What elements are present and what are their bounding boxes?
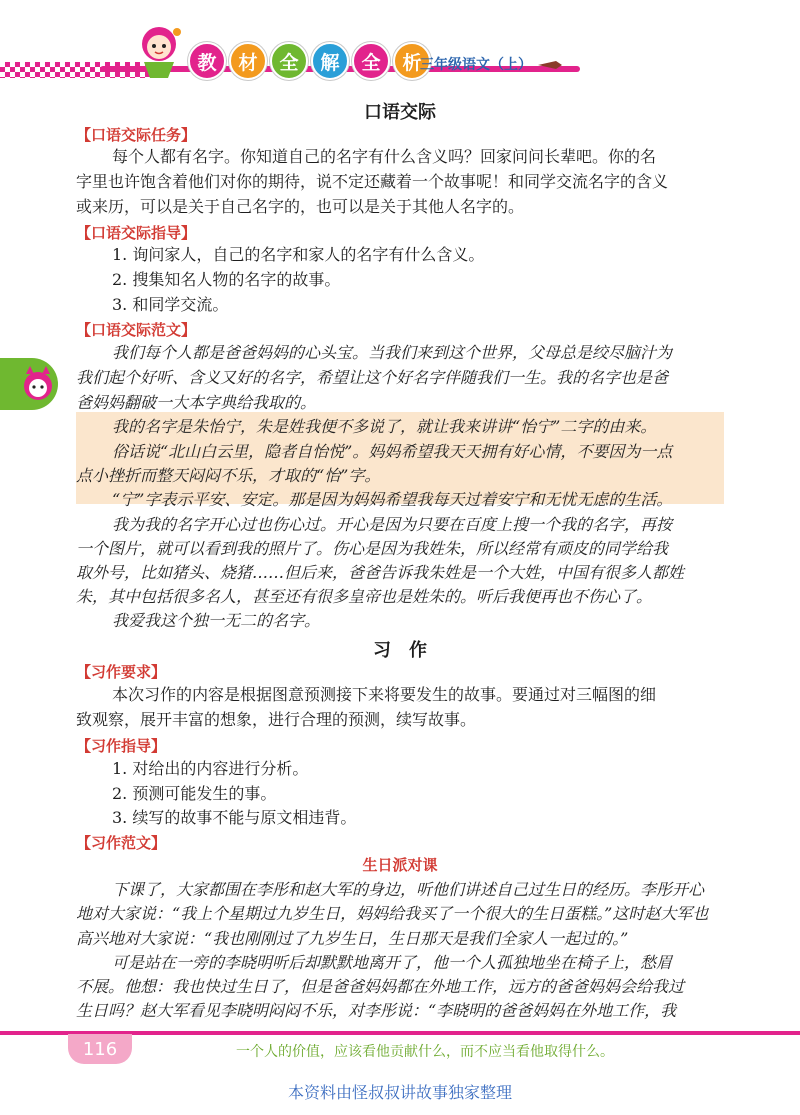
paragraph-line: 或来历，可以是关于自己名字的，也可以是关于其他人名字的。 xyxy=(76,197,525,216)
list-item: 1. 询问家人，自己的名字和家人的名字有什么含义。 xyxy=(112,245,485,264)
writing-heading: 习 作 xyxy=(373,640,427,661)
source-note: 本资料由怪叔叔讲故事独家整理 xyxy=(287,1083,512,1102)
paragraph-line: 我为我的名字开心过也伤心过。开心是因为只要在百度上搜一个我的名字，再按 xyxy=(112,515,673,534)
paragraph-line: 不展。他想：我也快过生日了，但是爸爸妈妈都在外地工作，远方的爸爸妈妈会给我过 xyxy=(76,977,685,996)
paragraph-line: 我们起个好听、含义又好的名字，希望让这个好名字伴随我们一生。我的名字也是爸 xyxy=(76,368,669,387)
oral-heading: 口语交际 xyxy=(364,102,436,123)
paragraph-line: 点小挫折而整天闷闷不乐，才取的“怡”字。 xyxy=(76,466,381,485)
footer-motto: 一个人的价值，应该看他贡献什么，而不应当看他取得什么。 xyxy=(236,1044,614,1060)
paragraph-line: 地对大家说：“我上个星期过九岁生日，妈妈给我买了一个很大的生日蛋糕。”这时赵大军也 xyxy=(76,904,709,923)
writing-guide-tag: 【习作指导】 xyxy=(76,737,167,755)
paragraph-line: 爸妈妈翻破一大本字典给我取的。 xyxy=(76,393,317,412)
paragraph-line: 致观察，展开丰富的想象，进行合理的预测，续写故事。 xyxy=(76,710,477,729)
list-item: 2. 搜集知名人物的名字的故事。 xyxy=(112,270,341,289)
title-char: 全 xyxy=(352,42,390,80)
girl-mascot-icon xyxy=(130,20,188,82)
cat-face-icon xyxy=(20,364,56,404)
paragraph-line: 取外号，比如猪头、烧猪……但后来，爸爸告诉我朱姓是一个大姓，中国有很多人都姓 xyxy=(76,563,685,582)
story-title: 生日派对课 xyxy=(362,856,438,874)
paragraph-line: 下课了，大家都围在李彤和赵大军的身边，听他们讲述自己过生日的经历。李彤开心 xyxy=(112,880,705,899)
oral-sample-tag: 【口语交际范文】 xyxy=(76,321,197,339)
writing-req-tag: 【习作要求】 xyxy=(76,663,167,681)
paragraph-line: 每个人都有名字。你知道自己的名字有什么含义吗？回家问问长辈吧。你的名 xyxy=(112,147,657,166)
list-item: 3. 续写的故事不能与原文相违背。 xyxy=(112,808,357,827)
paragraph-line: “宁”字表示平安、安定。那是因为妈妈希望我每天过着安宁和无忧无虑的生活。 xyxy=(112,490,673,509)
paragraph-line: 我的名字是朱怡宁，朱是姓我便不多说了，就让我来讲讲“怡宁”二字的由来。 xyxy=(112,417,657,436)
page-header xyxy=(0,0,800,95)
grade-subject: 三年级语文（上） xyxy=(420,57,532,73)
list-item: 2. 预测可能发生的事。 xyxy=(112,784,277,803)
pen-icon xyxy=(538,60,562,70)
book-title xyxy=(188,42,431,80)
paragraph-line: 一个图片，就可以看到我的照片了。伤心是因为我姓朱，所以经常有顽皮的同学给我 xyxy=(76,539,669,558)
list-item: 3. 和同学交流。 xyxy=(112,295,229,314)
oral-task-tag: 【口语交际任务】 xyxy=(76,126,197,144)
title-char: 材 xyxy=(229,42,267,80)
paragraph-line: 字里也许饱含着他们对你的期待，说不定还藏着一个故事呢！和同学交流名字的含义 xyxy=(76,172,669,191)
paragraph-line: 本次习作的内容是根据图意预测接下来将要发生的故事。要通过对三幅图的细 xyxy=(112,685,657,704)
title-char: 教 xyxy=(188,42,226,80)
oral-guide-tag: 【口语交际指导】 xyxy=(76,224,197,242)
writing-sample-tag: 【习作范文】 xyxy=(76,834,167,852)
paragraph-line: 我爱我这个独一无二的名字。 xyxy=(112,611,321,630)
page-number: 116 xyxy=(68,1034,132,1064)
paragraph-line: 俗话说“北山白云里，隐者自怡悦”。妈妈希望我天天拥有好心情，不要因为一点 xyxy=(112,442,673,461)
title-char: 全 xyxy=(270,42,308,80)
paragraph-line: 高兴地对大家说：“我也刚刚过了九岁生日，生日那天是我们全家人一起过的。” xyxy=(76,929,629,948)
title-char: 析 xyxy=(393,42,431,80)
paragraph-line: 可是站在一旁的李晓明听后却默默地离开了，他一个人孤独地坐在椅子上，愁眉 xyxy=(112,953,673,972)
title-char: 解 xyxy=(311,42,349,80)
paragraph-line: 朱，其中包括很多名人，甚至还有很多皇帝也是姓朱的。听后我便再也不伤心了。 xyxy=(76,587,653,606)
list-item: 1. 对给出的内容进行分析。 xyxy=(112,759,309,778)
paragraph-line: 生日吗？赵大军看见李晓明闷闷不乐，对李彤说：“李晓明的爸爸妈妈在外地工作，我 xyxy=(76,1001,677,1020)
paragraph-line: 我们每个人都是爸爸妈妈的心头宝。当我们来到这个世界，父母总是绞尽脑汁为 xyxy=(112,343,673,362)
